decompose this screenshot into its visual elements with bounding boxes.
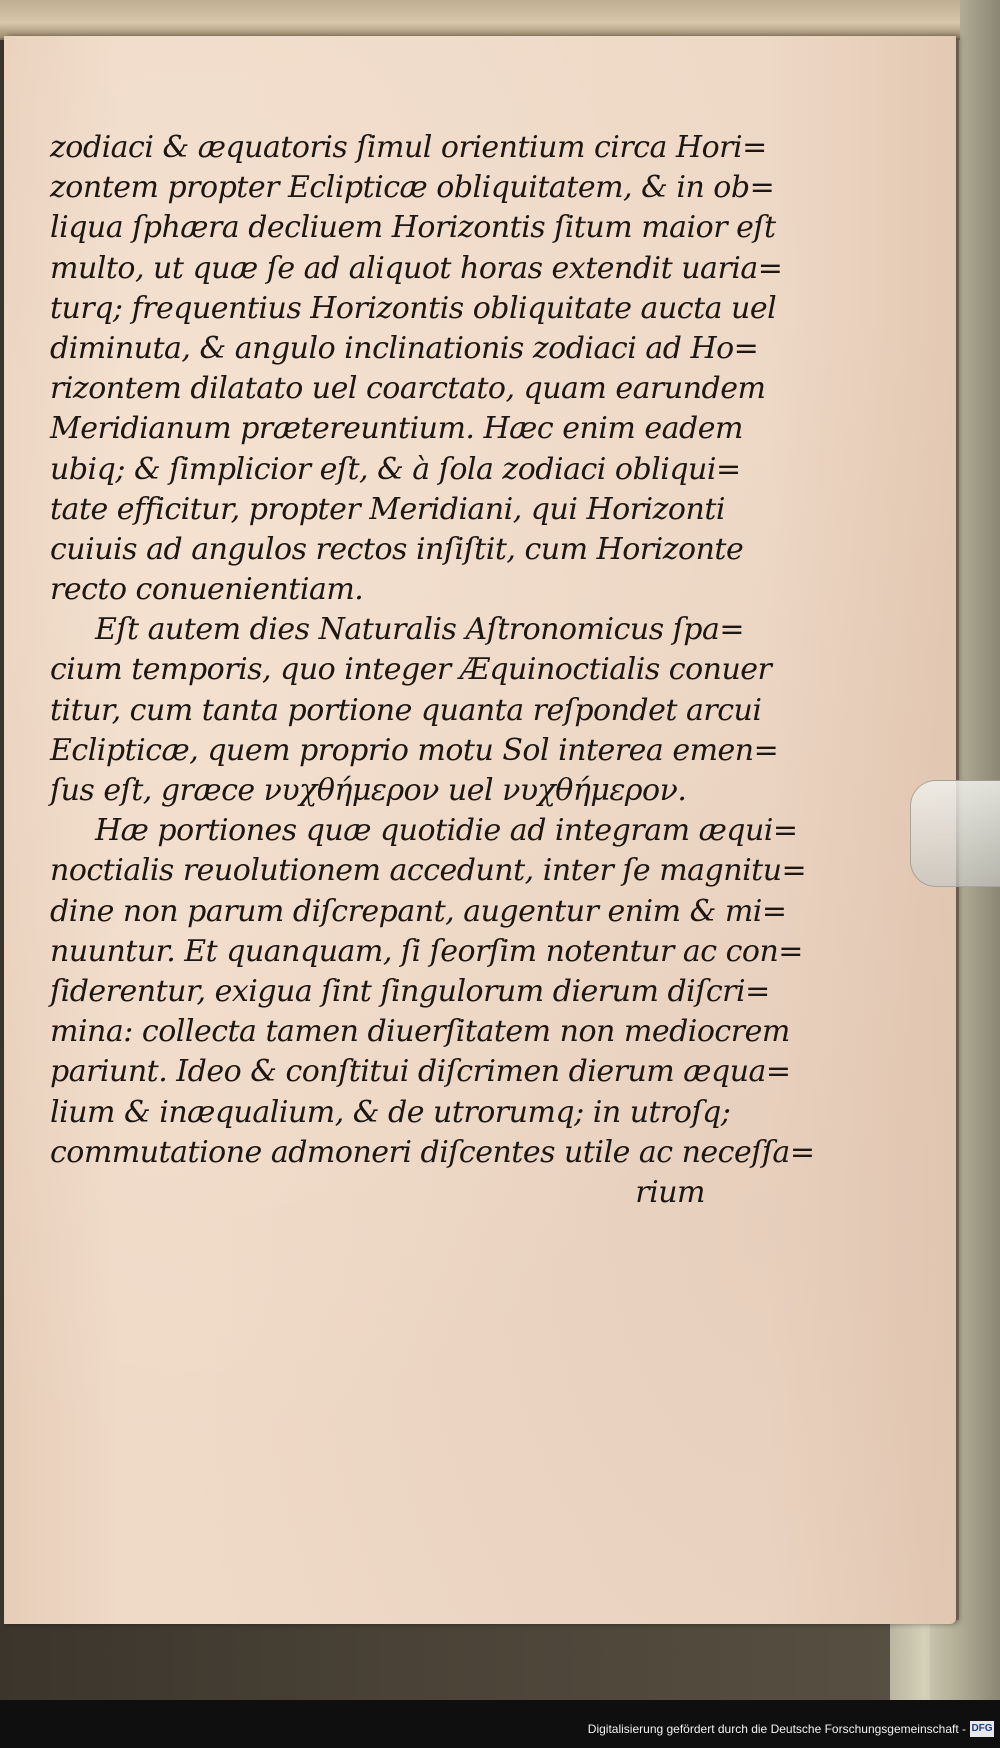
text-line: mina: collecta tamen diuerſitatem non mediocrem (50, 1014, 790, 1050)
text-line: Eſt autem dies Naturalis Aſtronomicus ſpa= (95, 612, 744, 648)
text-line: diminuta, & angulo inclinationis zodiaci ad Ho= (50, 330, 759, 366)
text-line: Eclipticæ, quem proprio motu Sol interea emen= (50, 732, 779, 768)
text-line: ſiderentur, exigua ſint ſingulorum dierum diſcri= (50, 973, 770, 1009)
text-line: Hæ portiones quæ quotidie ad integram æqui= (95, 813, 798, 849)
text-line: recto conuenientiam. (50, 572, 364, 608)
text-line: lium & inæqualium, & de utrorumq; in utroſq; (50, 1094, 731, 1130)
funding-credit: Digitalisierung gefördert durch die Deutsche Forschungsgemeinschaft - (587, 1722, 966, 1736)
text-line: pariunt. Ideo & conſtitui diſcrimen dierum æqua= (50, 1054, 791, 1090)
text-line: ubiq; & ſimplicior eſt, & à ſola zodiaci obliqui= (50, 451, 741, 487)
text-line: commutatione admoneri diſcentes utile ac neceſſa= (50, 1134, 815, 1170)
dfg-logo: DFG (970, 1721, 994, 1737)
text-line: multo, ut quæ ſe ad aliquot horas extendit uaria= (50, 250, 783, 286)
body-text (50, 128, 815, 1213)
text-line: titur, cum tanta portione quanta reſpondet arcui (50, 692, 762, 728)
text-line: nuuntur. Et quanquam, ſi ſeorſim notentur ac con= (50, 933, 803, 969)
text-line: liqua ſphæra decliuem Horizontis ſitum maior eſt (50, 210, 776, 246)
text-line: noctialis reuolutionem accedunt, inter ſe magnitu= (50, 853, 807, 889)
text-line: tate efficitur, propter Meridiani, qui Horizonti (50, 491, 725, 527)
text-line: Meridianum prætereuntium. Hæc enim eadem (50, 411, 743, 447)
text-line: rizontem dilatato uel coarctato, quam earundem (50, 371, 766, 407)
text-line: zodiaci & æquatoris ſimul orientium circa Hori= (50, 130, 767, 165)
text-line: dine non parum diſcrepant, augentur enim & mi= (50, 893, 787, 929)
text-line: zontem propter Eclipticæ obliquitatem, & in ob= (50, 170, 775, 206)
catchword: rium (635, 1174, 705, 1210)
text-line: cuiuis ad angulos rectos inſiſtit, cum Horizonte (50, 531, 744, 567)
text-line: cium temporis, quo integer Æquinoctialis conuer (50, 652, 772, 688)
text-line: ſus eſt, græce νυχθήμερον uel νυχθήμερον. (50, 773, 687, 808)
torn-page-edge (0, 0, 960, 40)
text-line: turq; frequentius Horizontis obliquitate aucta uel (50, 290, 777, 326)
page-clip (910, 780, 1000, 887)
